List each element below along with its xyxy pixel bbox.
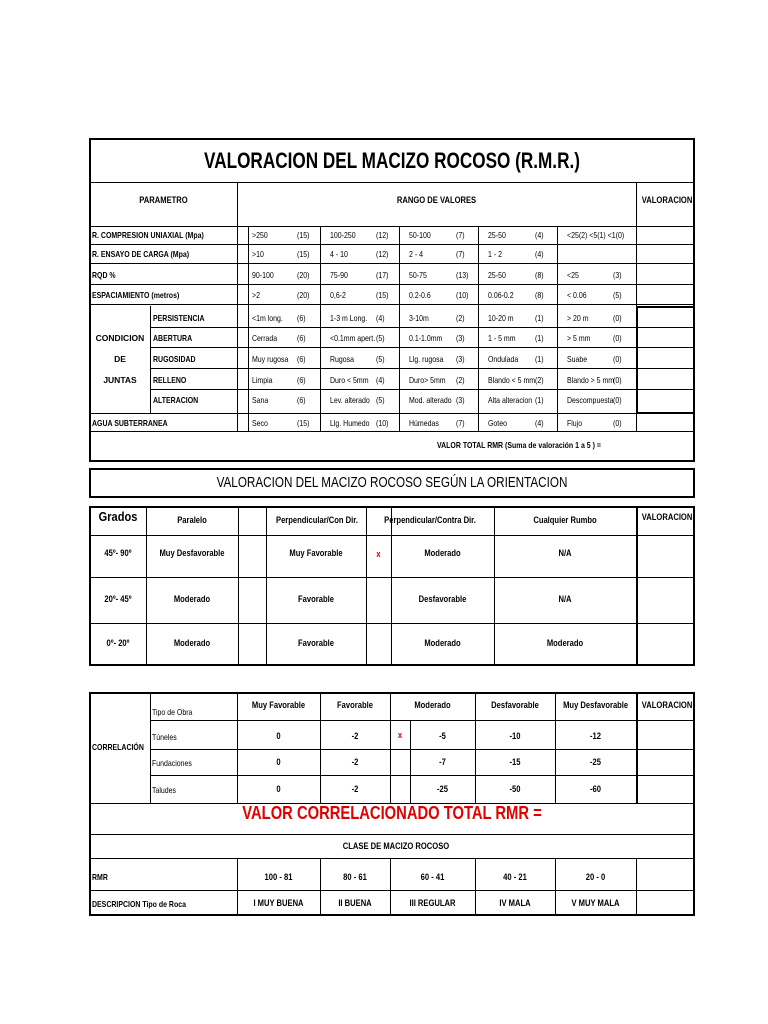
range-value: 50-100 [409,230,431,240]
param-name: ABERTURA [153,333,193,343]
range-value: Duro> 5mm [409,375,446,385]
selection-mark: x [376,549,381,560]
range-value: <0.1mm apert. [330,333,376,343]
cualquier-value: N/A [558,594,572,605]
range-value: Duro < 5mm [330,375,369,385]
range-value: 1-3 m Long. [330,313,368,323]
correlacion-value: -25 [590,757,601,768]
grados-value: 20º- 45º [104,594,132,605]
range-score: (3) [456,354,465,364]
range-value: Ondulada [488,354,519,364]
range-value: 10-20 m [488,313,514,323]
range-value: Goteo [488,418,507,428]
obra-name: Túneles [152,732,177,742]
range-value: 3-10m [409,313,429,323]
range-score: (6) [297,375,306,385]
correlacion-value: -15 [509,757,521,768]
correlacion-value: -5 [439,731,446,742]
rmr-range: 80 - 61 [343,872,367,883]
range-score: (6) [297,313,306,323]
range-score: (5) [613,290,622,300]
range-value: Húmedas [409,418,439,428]
param-name: ESPACIAMIENTO (metros) [92,290,180,300]
correlacion-valoracion: VALORACION [641,700,693,711]
range-score: (15) [297,230,310,240]
range-value: Llg. rugosa [409,354,444,364]
roca-clase: III REGULAR [409,898,456,909]
range-score: (3) [456,333,465,343]
range-score: (4) [535,418,544,428]
condicion-label: JUNTAS [103,375,137,385]
range-score: (1) [535,395,544,405]
contra-dir-value: Moderado [424,548,461,559]
header-parametro: PARAMETRO [139,195,188,206]
condicion-label: CONDICION [95,333,145,343]
range-value: 50-75 [409,270,427,280]
rmr-label: RMR [92,872,108,882]
range-value: >10 [252,249,264,259]
range-score: (1) [535,313,544,323]
range-value: Llg. Humedo [330,418,370,428]
range-value: Sana [252,395,269,405]
range-score: (15) [297,418,310,428]
roca-clase: II BUENA [338,898,372,909]
rmr-title: VALORACION DEL MACIZO ROCOSO (R.M.R.) [204,148,580,173]
range-score: (0) [613,418,622,428]
rmr-total-label: VALOR TOTAL RMR (Suma de valoración 1 a 5 ) = [437,440,601,450]
range-score: (7) [456,230,465,240]
range-score: (20) [297,290,310,300]
correlacion-value: -2 [351,784,359,795]
range-score: (0) [613,375,622,385]
range-score: (4) [376,313,385,323]
range-score: (12) [376,249,389,259]
range-score: (8) [535,270,544,280]
param-name: ALTERACION [153,395,199,405]
range-value: >2 [252,290,260,300]
param-name: R. COMPRESION UNIAXIAL (Mpa) [92,230,204,240]
condicion-label: DE [114,354,126,364]
correlacion-header: Moderado [414,700,451,711]
correlacion-value: 0 [276,784,281,795]
header-valoracion: VALORACION [641,512,693,523]
range-score: (17) [376,270,389,280]
descripcion-label: DESCRIPCION Tipo de Roca [92,899,186,909]
range-score: (2) [535,375,544,385]
range-score: (15) [297,249,310,259]
correlacion-value: -60 [590,784,601,795]
header-con-dir: Perpendicular/Con Dir. [276,515,358,526]
range-value: Blando < 5 mm [488,375,536,385]
correlacion-value: 0 [276,731,281,742]
range-score: (1) [535,354,544,364]
header-grados: Grados [98,509,138,524]
cualquier-value: Moderado [546,638,584,649]
range-value: 75-90 [330,270,348,280]
range-score: (5) [376,354,385,364]
range-value: Seco [252,418,268,428]
paralelo-value: Moderado [173,594,211,605]
range-score: (6) [297,395,306,405]
range-value: 90-100 [252,270,274,280]
grados-value: 0º- 20º [106,638,130,649]
range-score: (6) [297,354,306,364]
param-name: RQD % [92,270,116,280]
range-score: (0) [613,333,622,343]
range-score: (3) [613,270,622,280]
range-value: <1m long. [252,313,283,323]
range-score: (12) [376,230,389,240]
range-value: Limpia [252,375,273,385]
param-name: R. ENSAYO DE CARGA (Mpa) [92,249,190,259]
range-score: (5) [376,333,385,343]
range-value: Rugosa [330,354,355,364]
paralelo-value: Muy Desfavorable [159,548,225,559]
range-value: Lev. alterado [330,395,370,405]
cualquier-value: N/A [558,548,572,559]
range-value: <25 [567,270,579,280]
paralelo-value: Moderado [173,638,211,649]
header-paralelo: Paralelo [177,515,207,526]
range-value: 0.2-0.6 [409,290,431,300]
range-score: (4) [535,230,544,240]
range-score: (6) [297,333,306,343]
header-valoracion: VALORACION [641,195,693,206]
range-score: (20) [297,270,310,280]
range-score: (0) [613,313,622,323]
param-name: AGUA SUBTERRANEA [92,418,168,428]
range-value: Suabe [567,354,588,364]
param-name: PERSISTENCIA [153,313,205,323]
rmr-range: 40 - 21 [503,872,527,883]
con-dir-value: Favorable [298,594,334,605]
con-dir-value: Favorable [298,638,334,649]
range-value: Blando > 5 mm [567,375,615,385]
tipo-de-obra-label: Tipo de Obra [152,707,193,717]
range-score: (4) [376,375,385,385]
obra-name: Taludes [152,785,177,795]
range-score: (5) [376,395,385,405]
range-value: 1 - 2 [488,249,502,259]
param-name: RUGOSIDAD [153,354,196,364]
correlacion-header: Favorable [337,700,373,711]
range-value: Flujo [567,418,583,428]
range-value: Muy rugosa [252,354,289,364]
range-value: 2 - 4 [409,249,423,259]
correlacion-header: Muy Desfavorable [563,700,629,711]
range-value: <25(2) <5(1) <1(0) [567,230,625,240]
roca-clase: I MUY BUENA [253,898,304,909]
range-value: 0.1-1.0mm [409,333,443,343]
range-score: (10) [456,290,469,300]
header-rango: RANGO DE VALORES [396,195,477,206]
range-score: (7) [456,249,465,259]
range-value: Cerrada [252,333,278,343]
correlacion-value: -50 [509,784,521,795]
range-value: 0,6-2 [330,290,346,300]
range-value: < 0.06 [567,290,587,300]
range-value: Mod. alterado [409,395,452,405]
con-dir-value: Muy Favorable [289,548,343,559]
range-value: 100-250 [330,230,356,240]
range-score: (4) [535,249,544,259]
range-score: (10) [376,418,389,428]
correlacion-header: Desfavorable [491,700,539,711]
correlacion-value: 0 [276,757,281,768]
range-value: 1 - 5 mm [488,333,516,343]
correlacion-mark: x [397,730,403,741]
range-score: (0) [613,354,622,364]
range-score: (7) [456,418,465,428]
range-value: Descompuesta [567,395,614,405]
obra-name: Fundaciones [152,758,192,768]
clase-title: CLASE DE MACIZO ROCOSO [342,841,450,852]
correlacion-value: -12 [590,731,601,742]
range-value: 25-50 [488,230,506,240]
roca-clase: V MUY MALA [571,898,620,909]
rmr-range: 20 - 0 [585,872,606,883]
header-cualquier: Cualquier Rumbo [533,515,597,526]
rmr-range: 60 - 41 [420,872,445,883]
range-score: (2) [456,313,465,323]
correlacion-value: -25 [437,784,448,795]
range-score: (3) [456,395,465,405]
range-value: 0.06-0.2 [488,290,514,300]
header-contra-dir: Perpendicular/Contra Dir. [384,515,476,526]
correlacion-label: CORRELACIÓN [92,742,144,752]
orientacion-title: VALORACION DEL MACIZO ROCOSO SEGÚN LA ORIENTACION [216,474,568,491]
roca-clase: IV MALA [499,898,531,909]
contra-dir-value: Desfavorable [418,594,467,605]
range-score: (8) [535,290,544,300]
correlacion-total: VALOR CORRELACIONADO TOTAL RMR = [242,803,542,823]
range-value: > 20 m [567,313,589,323]
range-score: (0) [613,395,622,405]
contra-dir-value: Moderado [424,638,461,649]
range-value: Alta alteracion [488,395,533,405]
range-score: (2) [456,375,465,385]
correlacion-value: -2 [351,757,359,768]
correlacion-value: -10 [509,731,521,742]
correlacion-value: -7 [439,757,446,768]
range-score: (1) [535,333,544,343]
grados-value: 45º- 90º [104,548,132,559]
param-name: RELLENO [153,375,187,385]
correlacion-header: Muy Favorable [251,700,306,711]
range-score: (15) [376,290,389,300]
range-value: > 5 mm [567,333,591,343]
range-score: (13) [456,270,469,280]
range-value: >250 [252,230,268,240]
range-value: 25-50 [488,270,506,280]
range-value: 4 - 10 [330,249,348,259]
rmr-range: 100 - 81 [264,872,293,883]
correlacion-value: -2 [351,731,359,742]
